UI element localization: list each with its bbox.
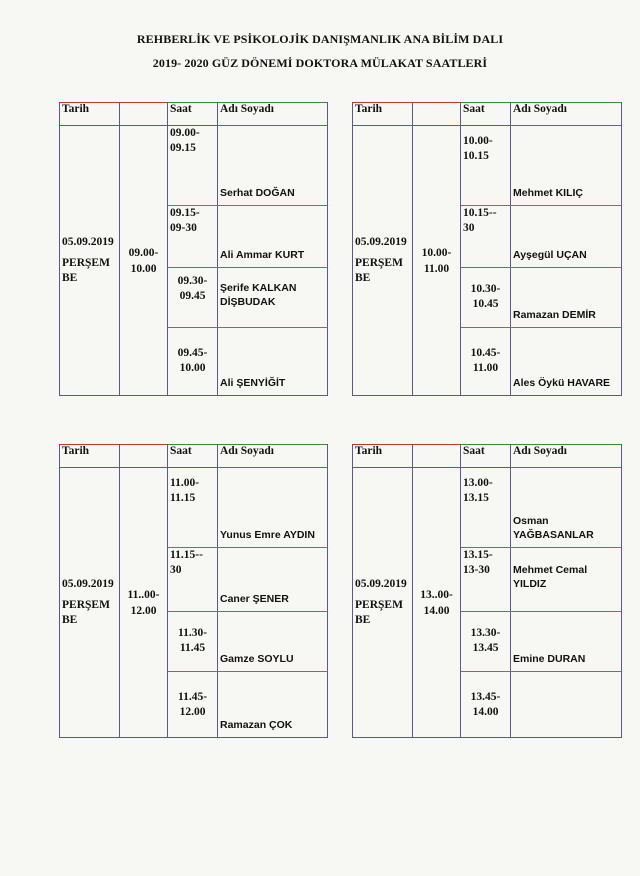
candidate-name: Emine DURAN bbox=[511, 612, 622, 672]
candidate-name: Mehmet KILIÇ bbox=[511, 126, 622, 206]
day-text: PERŞEM BE bbox=[355, 598, 403, 626]
col-header-blank bbox=[413, 445, 461, 468]
date-cell bbox=[353, 126, 413, 396]
slot-time: 09.45- 10.00 bbox=[168, 328, 218, 396]
slot-time: 13.00- 13.15 bbox=[461, 468, 511, 548]
day-text: PERŞEM BE bbox=[355, 256, 403, 284]
time-range-cell bbox=[413, 468, 461, 738]
col-header-saat: Saat bbox=[461, 445, 511, 468]
schedule-table-3 bbox=[59, 444, 328, 738]
candidate-name: Ales Öykü HAVARE bbox=[511, 328, 622, 396]
schedule-table-4 bbox=[352, 444, 622, 738]
candidate-name: Şerife KALKAN DİŞBUDAK bbox=[218, 268, 328, 328]
date-cell bbox=[353, 468, 413, 738]
candidate-name: Mehmet Cemal YILDIZ bbox=[511, 548, 622, 612]
time-range-cell bbox=[413, 126, 461, 396]
time-range-start: 13..00- bbox=[420, 588, 453, 601]
time-range-end: 10.00 bbox=[130, 262, 157, 275]
day-text: PERŞEM BE bbox=[62, 598, 110, 626]
candidate-name: Serhat DOĞAN bbox=[218, 126, 328, 206]
date-text: 05.09.2019 bbox=[62, 577, 114, 590]
candidate-name: Ayşegül UÇAN bbox=[511, 206, 622, 268]
candidate-name: Ali Ammar KURT bbox=[218, 206, 328, 268]
col-header-adi-soyadi: Adı Soyadı bbox=[218, 103, 328, 126]
candidate-name bbox=[511, 672, 622, 738]
col-header-saat: Saat bbox=[461, 103, 511, 126]
time-range-end: 14.00 bbox=[423, 604, 450, 617]
candidate-name: Ramazan ÇOK bbox=[218, 672, 328, 738]
col-header-saat: Saat bbox=[168, 103, 218, 126]
slot-time: 09.00- 09.15 bbox=[168, 126, 218, 206]
slot-time: 11.00- 11.15 bbox=[168, 468, 218, 548]
slot-time: 13.45- 14.00 bbox=[461, 672, 511, 738]
time-range-start: 09.00- bbox=[128, 246, 159, 259]
candidate-name: Ali ŞENYİĞİT bbox=[218, 328, 328, 396]
col-header-blank bbox=[120, 103, 168, 126]
slot-time: 10.45- 11.00 bbox=[461, 328, 511, 396]
slot-time: 10.00- 10.15 bbox=[461, 126, 511, 206]
slot-time: 13.30- 13.45 bbox=[461, 612, 511, 672]
slot-time: 10.15-- 30 bbox=[461, 206, 511, 268]
candidate-name: Yunus Emre AYDIN bbox=[218, 468, 328, 548]
time-range-cell bbox=[120, 468, 168, 738]
date-cell bbox=[60, 468, 120, 738]
time-range-end: 11.00 bbox=[423, 262, 450, 275]
slot-time: 09.30- 09.45 bbox=[168, 268, 218, 328]
document-subtitle: 2019- 2020 GÜZ DÖNEMİ DOKTORA MÜLAKAT SAATLERİ bbox=[152, 56, 488, 70]
col-header-adi-soyadi: Adı Soyadı bbox=[511, 103, 622, 126]
candidate-name: Ramazan DEMİR bbox=[511, 268, 622, 328]
date-cell bbox=[60, 126, 120, 396]
col-header-adi-soyadi: Adı Soyadı bbox=[511, 445, 622, 468]
slot-time: 11.15-- 30 bbox=[168, 548, 218, 612]
col-header-adi-soyadi: Adı Soyadı bbox=[218, 445, 328, 468]
slot-time: 09.15- 09-30 bbox=[168, 206, 218, 268]
slot-time: 11.45- 12.00 bbox=[168, 672, 218, 738]
schedule-table-2 bbox=[352, 102, 622, 396]
date-text: 05.09.2019 bbox=[355, 235, 407, 248]
col-header-saat: Saat bbox=[168, 445, 218, 468]
schedule-table-1 bbox=[59, 102, 328, 396]
col-header-blank bbox=[120, 445, 168, 468]
date-text: 05.09.2019 bbox=[62, 235, 114, 248]
col-header-blank bbox=[413, 103, 461, 126]
document-title: REHBERLİK VE PSİKOLOJİK DANIŞMANLIK ANA BİLİM DALI bbox=[136, 32, 504, 46]
col-header-tarih: Tarih bbox=[60, 103, 120, 126]
time-range-start: 10.00- bbox=[421, 246, 452, 259]
slot-time: 10.30- 10.45 bbox=[461, 268, 511, 328]
date-text: 05.09.2019 bbox=[355, 577, 407, 590]
col-header-tarih: Tarih bbox=[353, 103, 413, 126]
time-range-end: 12.00 bbox=[130, 604, 157, 617]
candidate-name: Gamze SOYLU bbox=[218, 612, 328, 672]
time-range-cell bbox=[120, 126, 168, 396]
slot-time: 13.15- 13-30 bbox=[461, 548, 511, 612]
col-header-tarih: Tarih bbox=[353, 445, 413, 468]
candidate-name: Caner ŞENER bbox=[218, 548, 328, 612]
time-range-start: 11..00- bbox=[127, 588, 160, 601]
day-text: PERŞEM BE bbox=[62, 256, 110, 284]
col-header-tarih: Tarih bbox=[60, 445, 120, 468]
candidate-name: Osman YAĞBASANLAR bbox=[511, 468, 622, 548]
slot-time: 11.30- 11.45 bbox=[168, 612, 218, 672]
